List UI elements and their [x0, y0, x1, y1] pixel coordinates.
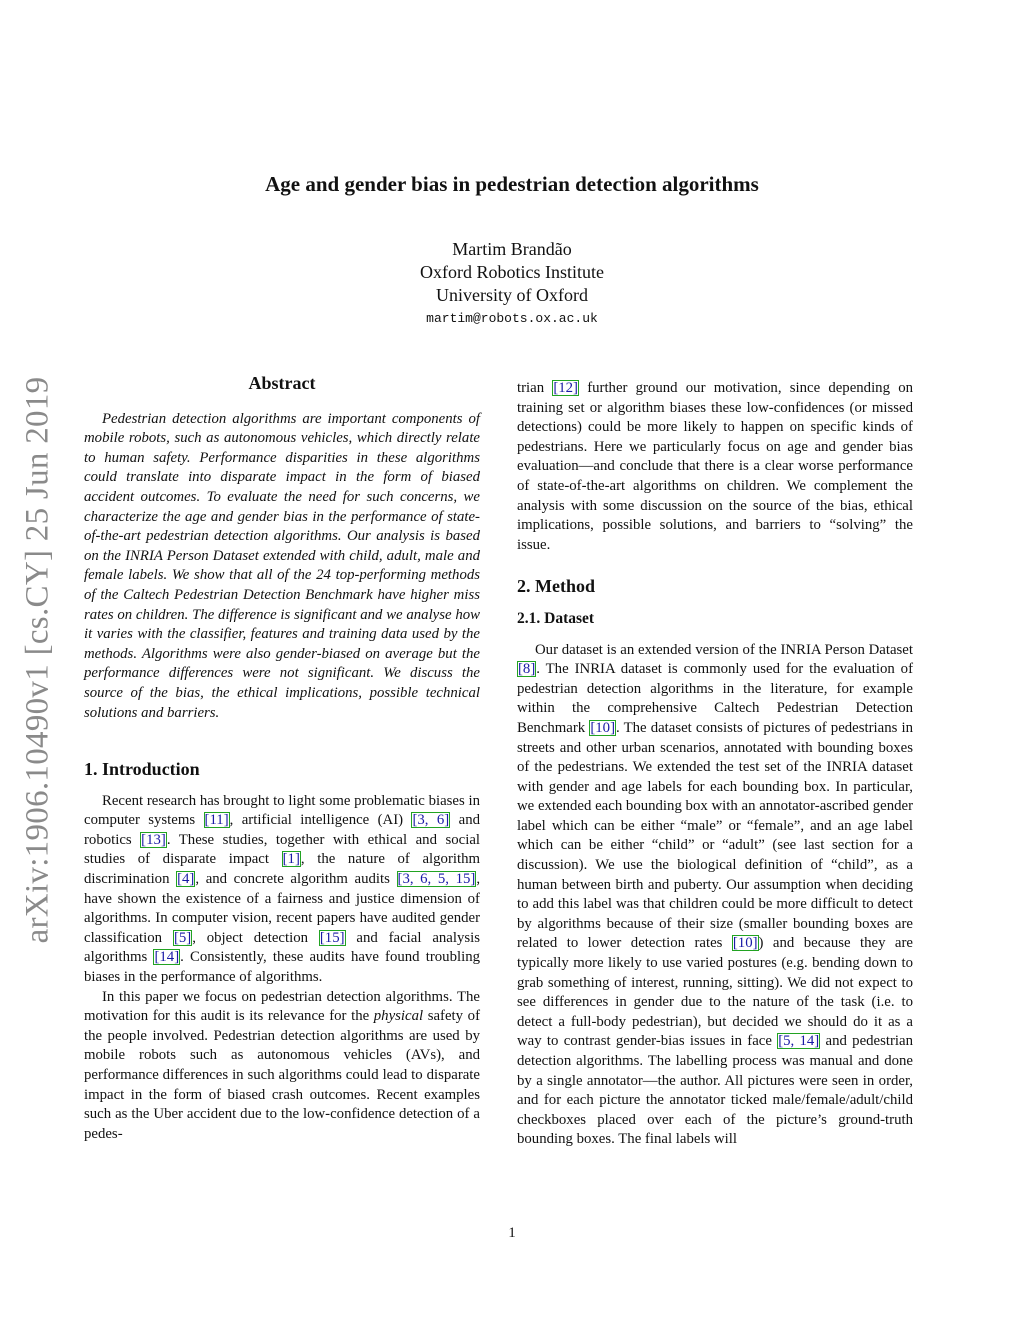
- intro-paragraph-2: [84, 988, 480, 1145]
- citation-link[interactable]: [3, 6]: [412, 812, 450, 829]
- text-run: . The dataset consists of pictures of pedestrians in streets and other urban scenarios, annotated with bounding boxes of the pedestrians. We extended the test set of the INRIA dataset with gender and age labels for each bounding box. In particular, we extended each bounding box with an annotator-ascribed gender label which can be either “male” or “female”, and an age label which can be either “child” or “adult” (see last section for a discussion). We use the biological definition of “child”, as a human between birth and puberty. Our assumption when deciding to add this label was that children could be more difficult to detect by algorithms because of their size (smaller bounding boxes are related to lower detection rates: [517, 719, 913, 952]
- citation-link[interactable]: [10]: [732, 935, 758, 952]
- citation-link[interactable]: [11]: [204, 812, 229, 829]
- text-run: and pedestrian detection algorithms. The labelling process was manual and done by a single annotator—the author. All pictures were seen in order, and for each picture the annotator ticked male/female/adult/child checkboxes placed over each of the picture’s ground-truth bounding boxes. The final labels will: [517, 1033, 913, 1148]
- text-run: . The INRIA dataset is commonly used for the evaluation of pedestrian detection algorithms in the literature, for example within the comprehensive Caltech Pedestrian Detection Benchmark: [517, 661, 913, 736]
- text-run: , artificial intelligence (AI): [229, 812, 412, 829]
- abstract-text: Pedestrian detection algorithms are important components of mobile robots, such as autonomous vehicles, which directly relate to human safety. Performance disparities in these algorithms could translate into disparate impact in the form of biased accident outcomes. To evaluate the need for such concerns, we characterize the age and gender bias in the performance of state-of-the-art pedestrian detection algorithms. Our analysis is based on the INRIA Person Dataset extended with child, adult, male and female labels. We show that all of the 24 top-performing methods of the Caltech Pedestrian Detection Benchmark have higher miss rates on children. The difference is significant and we analyse how it varies with the classifier, features and training data used by the methods. Algorithms were also gender-biased on average but the performance differences were not significant. We discuss the source of the bias, the ethical implications, possible technical solutions and barriers.: [84, 410, 480, 721]
- text-run: , have shown the existence of a fairness and justice dimension of algorithms. In computer vision, recent papers have audited gender classification: [84, 871, 481, 946]
- text-run: trian: [517, 380, 553, 396]
- text-run: Our dataset is an extended version of the INRIA Person Dataset: [535, 641, 913, 658]
- citation-link[interactable]: [13]: [141, 831, 166, 848]
- affiliation-institute: Oxford Robotics Institute: [420, 262, 604, 282]
- citation-link[interactable]: [5, 14]: [778, 1033, 820, 1050]
- citation-link[interactable]: [1]: [282, 851, 300, 868]
- text-run: ) and because they are typically more likely to use varied postures (e.g. bending down to grab something of interest, running, sitting). We did not expect to see differences in gender due to the nature of the task (i.e. to detect a full-body pedestrian), but decided we should do it as a way to contrast gender-bias issues in face: [517, 935, 913, 1050]
- citation-link[interactable]: [8]: [518, 661, 536, 678]
- method-heading: 2. Method: [517, 576, 595, 597]
- abstract-heading: Abstract: [248, 373, 316, 393]
- author-email[interactable]: martim@robots.ox.ac.uk: [426, 311, 598, 326]
- dataset-subheading: 2.1. Dataset: [517, 609, 595, 627]
- left-column: [84, 374, 480, 1144]
- text-run: further ground our motivation, since depending on training set or algorithm biases these low-confidences (or missed detections) could be more likely to happen on specific kinds of pedestrians. Here we particularly focus on age and gender bias evaluation—and conclude that there is a clear worse performance of state-of-the-art algorithms on children. We complement the analysis with some discussion on the source of the bias, ethical implications, possible solutions, and barriers to “solving” the issue.: [517, 380, 913, 553]
- citation-link[interactable]: [14]: [154, 949, 180, 966]
- emphasis-physical: physical: [373, 1008, 424, 1025]
- text-run: Recent research has brought to light some problematic biases in computer systems: [84, 792, 480, 829]
- citation-link[interactable]: [12]: [553, 380, 578, 396]
- introduction-heading: 1. Introduction: [84, 759, 200, 780]
- text-run: , the nature of algorithm discrimination: [84, 851, 481, 888]
- paper-title: Age and gender bias in pedestrian detection algorithms: [265, 172, 759, 196]
- text-run: safety of the people involved. Pedestrian detection algorithms are used by mobile robots such as autonomous vehicles (AVs), and performance differences in such algorithms could lead to disparate impact in the form of biased crash outcomes. Recent examples such as the Uber accident due to the low-confidence detection of a pedes-: [84, 1008, 480, 1142]
- page-number: 1: [508, 1225, 516, 1241]
- text-run: . These studies, together with ethical and social studies of disparate impact: [84, 831, 480, 868]
- intro-continuation: [517, 379, 913, 555]
- text-run: In this paper we focus on pedestrian detection algorithms. The motivation for this audit is its relevance for the: [84, 988, 480, 1025]
- citation-link[interactable]: [10]: [590, 719, 615, 736]
- text-run: . Consistently, these audits have found troubling biases in the performance of algorithms.: [84, 949, 480, 986]
- author-name: Martim Brandão: [452, 239, 572, 259]
- intro-paragraph-1: [84, 792, 480, 988]
- text-run: and robotics: [84, 812, 480, 848]
- citation-link[interactable]: [3, 6, 5, 15]: [397, 871, 476, 888]
- right-column: [517, 379, 913, 1150]
- citation-link[interactable]: [4]: [177, 871, 195, 888]
- text-run: , object detection: [192, 929, 319, 946]
- text-run: , and concrete algorithm audits: [195, 871, 397, 888]
- citation-link[interactable]: [15]: [319, 929, 345, 946]
- arxiv-identifier[interactable]: arXiv:1906.10490v1 [cs.CY] 25 Jun 2019: [19, 376, 56, 944]
- affiliation-university: University of Oxford: [436, 285, 588, 305]
- dataset-paragraph: [517, 641, 913, 1150]
- citation-link[interactable]: [5]: [173, 929, 192, 946]
- text-run: and facial analysis algorithms: [84, 929, 480, 966]
- author-block: [0, 238, 1024, 331]
